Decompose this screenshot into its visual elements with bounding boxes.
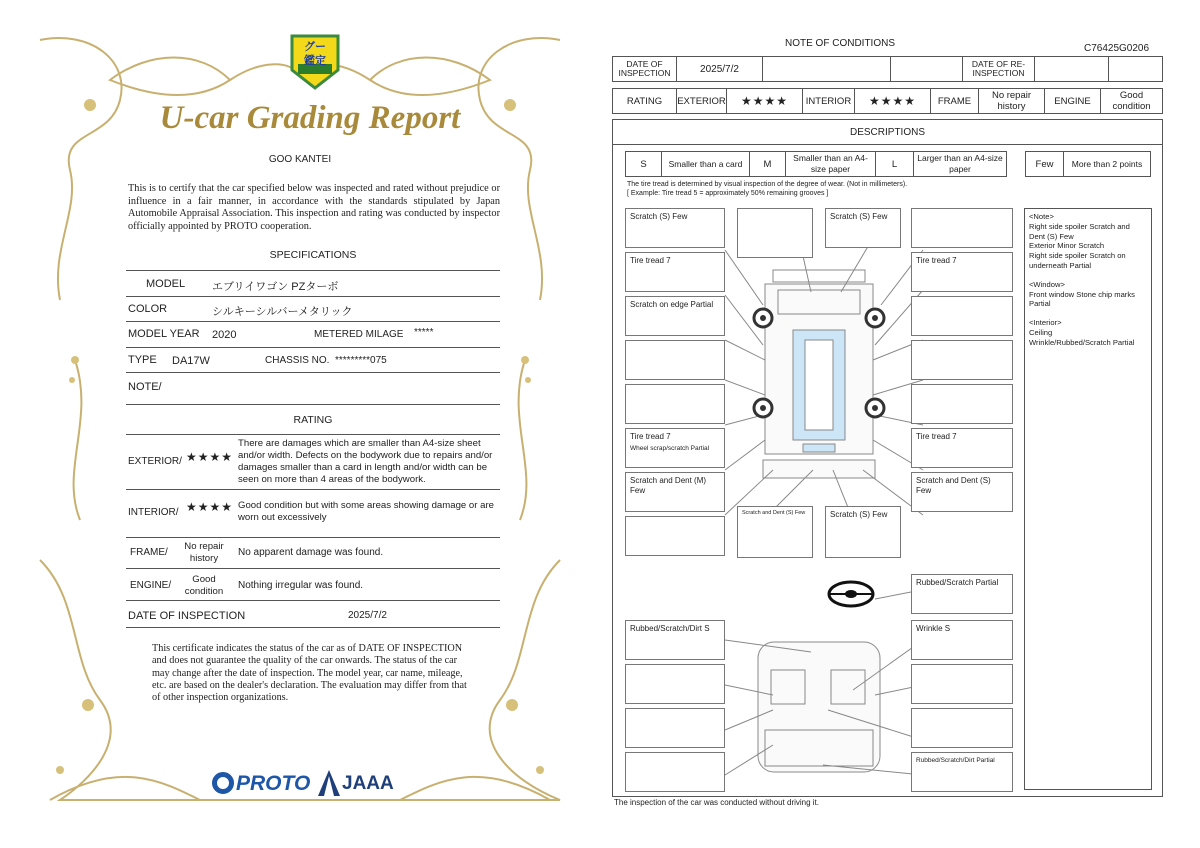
engine-label: ENGINE/ [130,580,172,591]
date-of-inspection-value: 2025/7/2 [348,610,387,621]
chassis-value: *********075 [335,355,387,366]
engine-desc: Nothing irregular was found. [238,580,364,591]
damage-tag-empty [625,516,725,556]
interior-label: INTERIOR [803,89,855,113]
damage-tag-multi [625,428,725,468]
interior-desc: Good condition but with some areas showing damage or are worn out excessively [238,500,494,523]
size-legend [625,151,1007,177]
damage-tag: Tire tread 7 [625,252,725,292]
legend-m: M [750,152,786,176]
wheel-scrap-text: Wheel scrap/scratch Partial [630,445,710,452]
damage-tag-empty [911,340,1013,380]
jaaa-logo-text: JAAA [342,773,394,794]
interior-label: INTERIOR/ [128,507,179,518]
engine-value: Good condition [1112,90,1151,112]
rating-heading: RATING [293,414,333,426]
damage-tag-empty [911,664,1013,704]
legend-few: Few [1026,152,1064,176]
color-label: COLOR [128,303,168,315]
conditions-title: NOTE OF CONDITIONS [785,38,895,49]
descriptions-heading: DESCRIPTIONS [613,120,1162,145]
tire-example: [ Example: Tire tread 5 = approximately 50% remaining grooves ] [627,190,829,197]
note-of-conditions-page [600,0,1200,848]
steering-wheel-icon [829,582,873,606]
damage-tag-empty [911,296,1013,336]
damage-tag: Scratch on edge Partial [625,296,725,336]
jaaa-logo [318,770,398,798]
notes-box [1024,208,1152,790]
damage-tag: Scratch (S) Few [825,506,901,558]
note-line: Right side spoiler Scratch and Dent (S) Few [1029,221,1130,241]
specifications-heading: SPECIFICATIONS [269,249,357,261]
frame-value: No repair history [979,89,1045,113]
tire-tread-text: Tire tread 7 [630,432,671,441]
damage-tag: Scratch (S) Few [625,208,725,248]
report-subtitle: GOO KANTEI [268,154,332,165]
damage-tag: Wrinkle S [911,620,1013,660]
metered-milage-label: METERED MILAGE [314,329,404,340]
badge-text: グー 鑑定 [304,41,326,67]
note-heading: <Note> [1029,212,1054,221]
damage-tag: Rubbed/Scratch/Dirt S [625,620,725,660]
damage-tag-empty [625,340,725,380]
date-of-inspection-label: DATE OF INSPECTION [128,610,246,622]
jaaa-mark-icon [318,770,340,796]
interior-line: Wrinkle/Rubbed/Scratch Partial [1029,337,1135,347]
damage-tag: Tire tread 7 [911,252,1013,292]
proto-logo [212,770,312,798]
damage-tag-empty [625,664,725,704]
document-code: C76425G0206 [1084,43,1150,54]
proto-logo-text: PROTO [236,772,311,795]
damage-tag-empty [625,708,725,748]
type-label: TYPE [128,354,157,366]
rating-row [612,88,1163,114]
engine-value: Good condition [184,574,224,597]
frame-desc: No apparent damage was found. [238,547,384,558]
exterior-label: EXTERIOR [677,89,727,113]
legend-m-desc: Smaller than an A4-size paper [786,152,876,176]
note-line: Exterior Minor Scratch [1029,241,1105,251]
legend-l-desc: Larger than an A4-size paper [917,153,1003,174]
few-legend [1025,151,1151,177]
damage-tag-empty [911,208,1013,248]
date-inspection-label: DATE OF INSPECTION [613,57,677,81]
damage-tag: Scratch and Dent (S) Few [737,506,813,558]
model-year-label: MODEL YEAR [128,328,200,340]
note-line: Right side spoiler Scratch on underneath Partial [1029,251,1126,270]
model-year-value: 2020 [212,329,237,341]
window-heading: <Window> [1029,279,1065,289]
legend-l: L [876,152,914,176]
chassis-label: CHASSIS NO. [265,355,330,366]
certificate-disclaimer: This certificate indicates the status of the car as of DATE OF INSPECTION and does not guarantee the quality of the car onwards. The status of the car may change after the date of inspection. The model year, car name, mileage, etc. are based on the dealer's declaration. The evaluation may differ from that of other inspection organizations. [152,643,467,704]
date-inspection-value: 2025/7/2 [677,57,763,81]
interior-stars: ★★★★ [855,89,931,113]
damage-tag-empty [625,752,725,792]
engine-label: ENGINE [1045,89,1101,113]
descriptions-panel [612,119,1163,797]
frame-label: FRAME/ [130,547,168,558]
report-title: U-car Grading Report [159,100,461,136]
note-label: NOTE/ [128,381,162,393]
damage-tag-empty [911,384,1013,424]
frame-value: No repair history [184,541,224,564]
damage-tag-empty [737,208,813,258]
legend-few-desc: More than 2 points [1071,158,1143,169]
damage-tag-empty [911,708,1013,748]
legend-s: S [626,152,662,176]
date-reinspection-label: DATE OF RE-INSPECTION [963,57,1035,81]
damage-tag: Tire tread 7 [911,428,1013,468]
certify-text: This is to certify that the car specified below was inspected and rated without prejudice or influence in a fair manner, in accordance with the standards stipulated by Japan Automobile Appraisal Association. This inspection and rating was conducted by inspector officially appointed by PROTO cooperation. [128,183,500,232]
tire-note: The tire tread is determined by visual inspection of the degree of wear. (Not in millimeters). [627,181,908,188]
damage-tag: Scratch and Dent (S) Few [911,472,1013,512]
damage-tag-empty [625,384,725,424]
damage-tag: Scratch and Dent (M) Few [625,472,725,512]
exterior-desc: There are damages which are smaller than A4-size sheet and/or width. Defects on the bodywork due to repairs and/or damages smaller than a card in length and/or width can be seen on more than 4 areas of the bodywork. [238,438,493,485]
frame-label: FRAME [931,89,979,113]
rating-label: RATING [613,89,677,113]
exterior-label: EXTERIOR/ [128,456,182,467]
damage-tag: Rubbed/Scratch Partial [911,574,1013,614]
proto-mark-icon [212,772,234,794]
model-label: MODEL [146,278,186,290]
exterior-stars: ★★★★ [186,450,234,464]
interior-stars: ★★★★ [186,500,234,514]
metered-milage-value: ***** [414,327,434,338]
damage-tag: Scratch (S) Few [825,208,901,248]
model-value: エブリイワゴン PZターボ [212,281,339,293]
damage-tag: Rubbed/Scratch/Dirt Partial [911,752,1013,792]
goo-kantei-badge [288,30,342,92]
type-value: DA17W [172,355,210,367]
date-row [612,56,1163,82]
window-line: Front window Stone chip marks Partial [1029,289,1135,309]
color-value: シルキーシルバーメタリック [212,306,353,318]
legend-s-desc: Smaller than a card [662,152,750,176]
exterior-stars: ★★★★ [727,89,803,113]
interior-heading: <Interior> [1029,318,1062,328]
interior-line: Ceiling [1029,327,1053,337]
inspection-footer: The inspection of the car was conducted without driving it. [614,798,819,807]
